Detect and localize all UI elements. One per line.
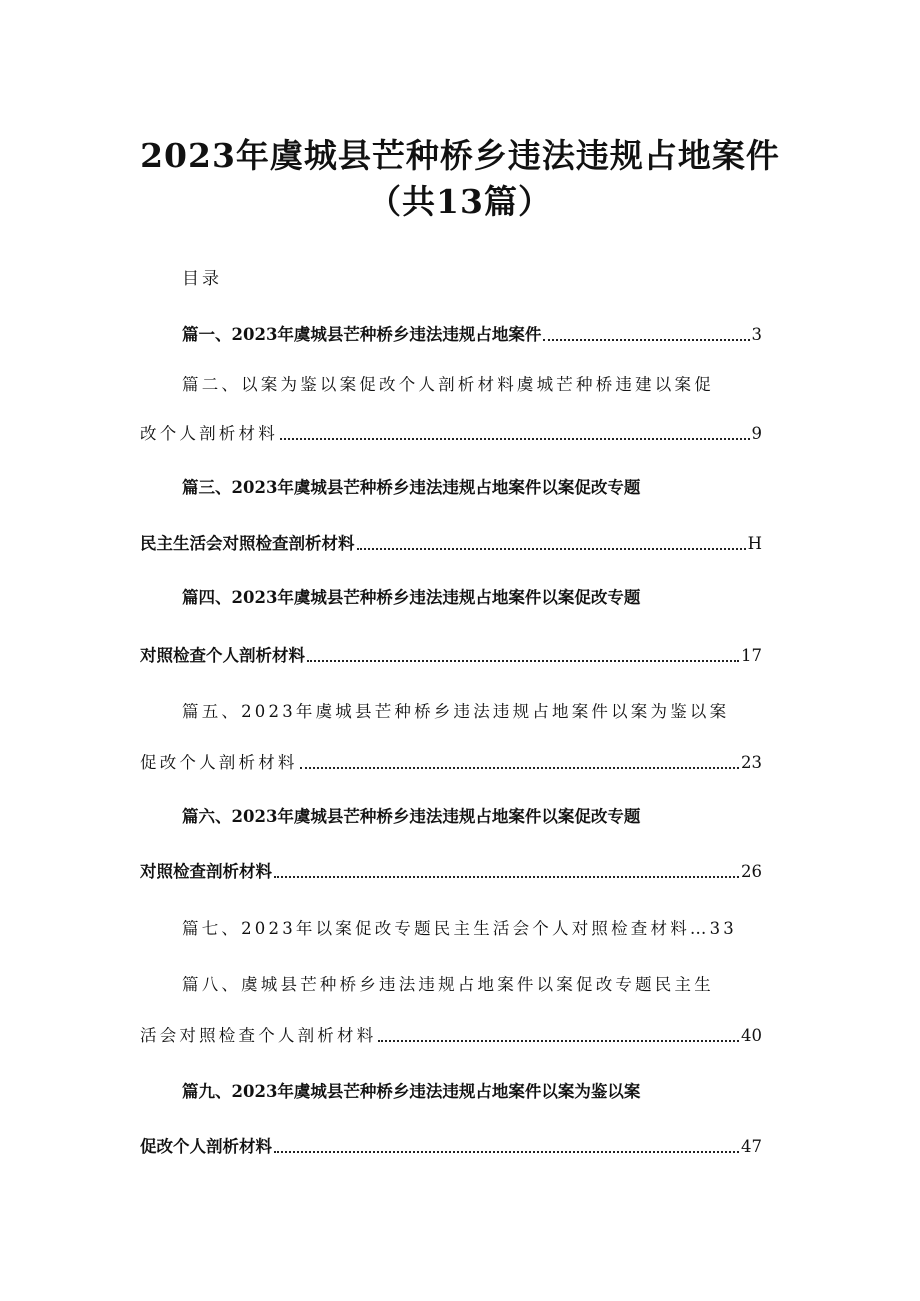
toc-entry-text: 篇六、2023年虞城县芒种桥乡违法违规占地案件以案促改专题 xyxy=(182,807,641,826)
document-title: 2023年虞城县芒种桥乡违法违规占地案件 xyxy=(140,136,780,175)
toc-entry-2-cont[interactable] xyxy=(140,421,762,447)
dot-leader xyxy=(543,322,749,348)
toc-page-number: 40 xyxy=(741,1026,762,1045)
dot-leader xyxy=(378,1023,739,1049)
toc-entry-text: 篇八、虞城县芒种桥乡违法违规占地案件以案促改专题民主生 xyxy=(182,975,714,994)
toc-entry-2[interactable] xyxy=(182,372,762,398)
toc-entry-text: 篇五、2023年虞城县芒种桥乡违法违规占地案件以案为鉴以案 xyxy=(182,702,730,721)
dot-leader xyxy=(280,421,750,447)
toc-entry-text: 篇四、2023年虞城县芒种桥乡违法违规占地案件以案促改专题 xyxy=(182,588,641,607)
toc-entry-8[interactable] xyxy=(182,972,762,998)
toc-entry-6-cont[interactable] xyxy=(140,859,762,885)
toc-entry-text: 篇七、2023年以案促改专题民主生活会个人对照检查材料…33 xyxy=(182,919,737,938)
toc-entry-text: 篇三、2023年虞城县芒种桥乡违法违规占地案件以案促改专题 xyxy=(182,478,641,497)
toc-entry-9-cont[interactable] xyxy=(140,1134,762,1160)
dot-leader xyxy=(307,643,739,669)
toc-page-number: 26 xyxy=(741,862,762,881)
toc-entry-text: 民主生活会对照检查剖析材料 xyxy=(140,534,355,553)
toc-entry-text: 篇一、2023年虞城县芒种桥乡违法违规占地案件 xyxy=(182,325,542,344)
toc-page-number: 3 xyxy=(751,325,762,344)
toc-entry-1[interactable] xyxy=(182,322,762,348)
toc-entry-text: 改个人剖析材料 xyxy=(140,424,278,443)
dot-leader xyxy=(300,750,739,776)
toc-entry-9[interactable] xyxy=(182,1079,762,1105)
toc-entry-3-cont[interactable] xyxy=(140,531,762,557)
toc-heading: 目录 xyxy=(182,269,222,289)
toc-entry-6[interactable] xyxy=(182,804,762,830)
toc-entry-7[interactable] xyxy=(182,916,762,942)
toc-entry-5-cont[interactable] xyxy=(140,750,762,776)
toc-entry-text: 促改个人剖析材料 xyxy=(140,1137,272,1156)
toc-entry-text: 活会对照检查个人剖析材料 xyxy=(140,1026,377,1045)
toc-entry-text: 对照检查个人剖析材料 xyxy=(140,646,305,665)
toc-entry-4-cont[interactable] xyxy=(140,643,762,669)
dot-leader xyxy=(357,531,746,557)
toc-entry-text: 篇九、2023年虞城县芒种桥乡违法违规占地案件以案为鉴以案 xyxy=(182,1082,641,1101)
toc-page-number: 47 xyxy=(741,1137,762,1156)
toc-entry-text: 对照检查剖析材料 xyxy=(140,862,272,881)
document-subtitle: （共13篇） xyxy=(368,182,552,221)
toc-entry-5[interactable] xyxy=(182,699,762,725)
toc-page-number: 23 xyxy=(741,753,762,772)
toc-entry-8-cont[interactable] xyxy=(140,1023,762,1049)
toc-page-number: H xyxy=(747,534,762,553)
toc-page-number: 9 xyxy=(751,424,762,443)
toc-entry-text: 促改个人剖析材料 xyxy=(140,753,298,772)
toc-entry-4[interactable] xyxy=(182,585,762,611)
dot-leader xyxy=(274,1134,739,1160)
toc-entry-3[interactable] xyxy=(182,475,762,501)
toc-entry-text: 篇二、以案为鉴以案促改个人剖析材料虞城芒种桥违建以案促 xyxy=(182,375,714,394)
dot-leader xyxy=(274,859,739,885)
toc-page-number: 17 xyxy=(741,646,762,665)
